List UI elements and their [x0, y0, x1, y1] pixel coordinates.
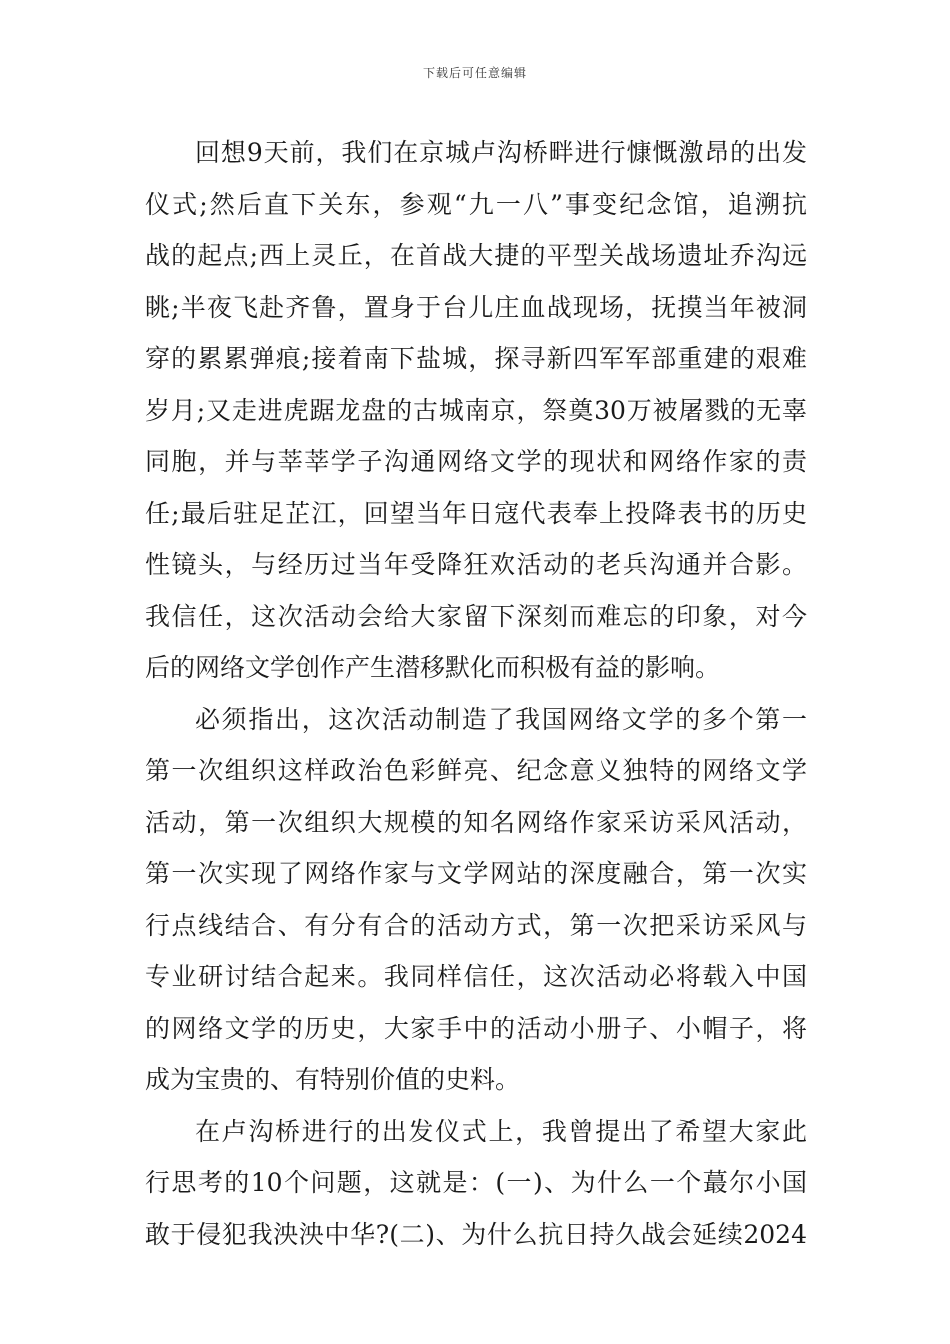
text-line: 穿的累累弹痕;接着南下盐城，探寻新四军军部重建的艰难 — [145, 344, 807, 373]
text-line: 眺;半夜飞赴齐鲁，置身于台儿庄血战现场，抚摸当年被洞 — [145, 292, 807, 322]
paragraph-3 — [145, 1106, 807, 1261]
text-line: 专业研讨结合起来。我同样信任，这次活动必将载入中国 — [145, 962, 807, 991]
paragraph-2 — [145, 694, 807, 1106]
text-line: 活动，第一次组织大规模的知名网络作家采访采风活动， — [145, 807, 807, 837]
text-line: 任;最后驻足芷江，回望当年日寇代表奉上投降表书的历史 — [145, 498, 807, 528]
text-line: 性镜头，与经历过当年受降狂欢活动的老兵沟通并合影。 — [145, 550, 807, 579]
text-line: 回想9天前，我们在京城卢沟桥畔进行慷慨激昂的出发 — [195, 138, 807, 167]
header-note: 下载后可任意编辑 — [422, 66, 527, 80]
text-line: 仪式;然后直下关东，参观“九一八”事变纪念馆，追溯抗 — [145, 189, 807, 219]
text-line: 的网络文学的历史，大家手中的活动小册子、小帽子，将 — [145, 1013, 807, 1043]
text-line: 同胞，并与莘莘学子沟通网络文学的现状和网络作家的责 — [145, 447, 807, 476]
text-line: 第一次组织这样政治色彩鲜亮、纪念意义独特的网络文学 — [145, 756, 807, 785]
document-body — [145, 127, 807, 1260]
text-line: 敢于侵犯我泱泱中华?(二)、为什么抗日持久战会延续2024 — [145, 1219, 807, 1249]
text-line: 在卢沟桥进行的出发仪式上，我曾提出了希望大家此 — [195, 1116, 807, 1146]
text-line: 后的网络文学创作产生潜移默化而积极有益的影响。 — [145, 653, 721, 682]
text-line: 岁月;又走进虎踞龙盘的古城南京，祭奠30万被屠戮的无辜 — [145, 395, 807, 425]
text-line: 行思考的10个问题，这就是：(一)、为什么一个蕞尔小国 — [145, 1168, 807, 1197]
text-line: 必须指出，这次活动制造了我国网络文学的多个第一 — [195, 704, 807, 734]
text-line: 行点线结合、有分有合的活动方式，第一次把采访采风与 — [145, 910, 807, 940]
text-line: 第一次实现了网络作家与文学网站的深度融合，第一次实 — [145, 859, 807, 888]
text-line: 我信任，这次活动会给大家留下深刻而难忘的印象，对今 — [145, 601, 807, 631]
text-line: 成为宝贵的、有特别价值的史料。 — [145, 1065, 521, 1094]
paragraph-1 — [145, 127, 807, 694]
text-line: 战的起点;西上灵丘，在首战大捷的平型关战场遗址乔沟远 — [145, 241, 807, 270]
